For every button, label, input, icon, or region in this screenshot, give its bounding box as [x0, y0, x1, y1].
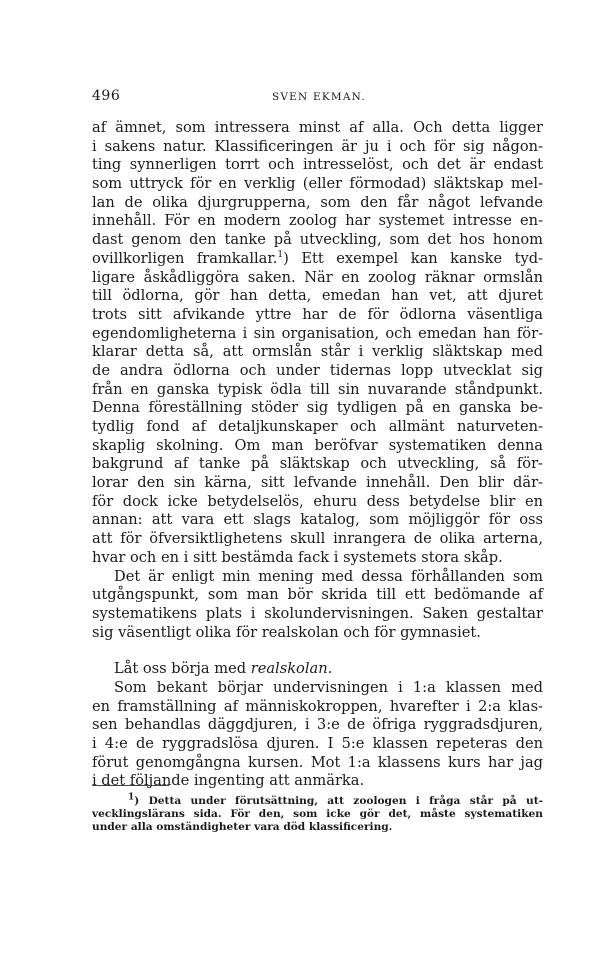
footnote-line [92, 792, 543, 808]
emphasized-term: realskolan. [250, 660, 333, 678]
text-line: från en ganska typisk ödla till sin nuvarande ståndpunkt. [92, 380, 543, 398]
text-line: skaplig skolning. Om man beröfvar systematiken denna [92, 436, 543, 454]
footnote [92, 792, 543, 834]
paragraph-gap [92, 642, 543, 660]
text-line: klarar detta så, att ormslån står i verklig släktskap med [92, 343, 543, 361]
footnote-divider [92, 785, 169, 786]
text-line: att för öfversiktlighetens skull inrangera de olika arterna, [92, 530, 543, 548]
text-line: en framställning af människokroppen, hvarefter i 2:a klas- [92, 697, 543, 715]
text-line: Denna föreställning stöder sig tydligen på en ganska be- [92, 399, 543, 417]
text-line: bakgrund af tanke på släktskap och utveckling, så för- [92, 455, 543, 473]
page-header [92, 88, 543, 108]
text-line: Det är enligt min mening med dessa förhållanden som [114, 567, 543, 585]
text-line: tydlig fond af detaljkunskaper och allmänt naturveten- [92, 418, 543, 435]
footnote-marker: 1 [128, 792, 135, 803]
text-line: förut genomgångna kursen. Mot 1:a klassens kurs har jag [92, 753, 543, 771]
running-head: SVEN EKMAN. [272, 91, 366, 103]
text-line: till ödlorna, gör han detta, emedan han vet, att djuret [92, 287, 543, 305]
text-line: annan: att vara ett slags katalog, som möjliggör för oss [92, 511, 543, 529]
text-segment: ) Ett exempel kan kanske tyd- [283, 249, 543, 267]
text-line: systematikens plats i skolundervisningen. Saken gestaltar [92, 604, 543, 622]
text-line: i det följande ingenting att anmärka. [92, 772, 365, 790]
text-line-with-footnote [92, 250, 543, 269]
text-segment: ovillkorligen framkallar. [92, 249, 278, 267]
text-line: sen behandlas däggdjuren, i 3:e de öfriga ryggradsdjuren, [92, 716, 543, 734]
text-line: sig väsentligt olika för realskolan och för gymnasiet. [92, 623, 481, 641]
text-line: i 4:e de ryggradslösa djuren. I 5:e klassen repeteras den [92, 735, 543, 752]
text-line: utgångspunkt, som man bör skrida till ett bedömande af [92, 586, 543, 604]
text-segment: Låt oss börja med [114, 660, 251, 678]
footnote-line: vecklingslärans sida. För den, som icke gör det, måste systematiken [92, 808, 543, 820]
text-line: ligare åskådliggöra saken. När en zoolog räknar ormslån [92, 268, 543, 286]
footnote-marker: 1 [277, 249, 284, 260]
text-line: ting synnerligen torrt och intresselöst, och det är endast [92, 156, 543, 174]
text-line: i sakens natur. Klassificeringen är ju i och för sig någon- [92, 137, 543, 155]
footnote-line: under alla omständigheter vara död klassificering. [92, 821, 393, 833]
text-line: af ämnet, som intressera minst af alla. Och detta ligger [92, 119, 543, 136]
text-line: innehåll. För en modern zoolog har systemet intresse en- [92, 212, 543, 230]
paragraph-3 [92, 660, 543, 679]
body-text [92, 119, 543, 791]
text-line [92, 660, 543, 679]
page-number: 496 [92, 88, 121, 104]
text-line: de andra ödlorna och under tidernas lopp utvecklat sig [92, 361, 543, 379]
text-line: dast genom den tanke på utveckling, som det hos honom [92, 231, 543, 249]
text-line: Som bekant börjar undervisningen i 1:a klassen med [114, 678, 543, 696]
text-segment: ) Detta under förutsättning, att zoologen i fråga står på ut- [134, 795, 543, 807]
text-line: som uttryck för en verklig (eller förmodad) släktskap mel- [92, 175, 543, 193]
text-line: lorar den sin kärna, sitt lefvande innehåll. Den blir där- [92, 474, 543, 492]
paragraph-1 [92, 119, 543, 568]
text-line: trots sitt afvikande yttre har de för ödlorna väsentliga [92, 305, 543, 323]
text-line: egendomligheterna i sin organisation, och emedan han för- [92, 324, 543, 342]
text-line: för dock icke betydelselös, ehuru dess betydelse blir en [92, 492, 543, 510]
text-line: lan de olika djurgrupperna, som den får något lefvande [92, 193, 543, 211]
text-line: hvar och en i sitt bestämda fack i systemets stora skåp. [92, 548, 503, 566]
paragraph-4 [92, 679, 543, 791]
paragraph-2 [92, 568, 543, 643]
